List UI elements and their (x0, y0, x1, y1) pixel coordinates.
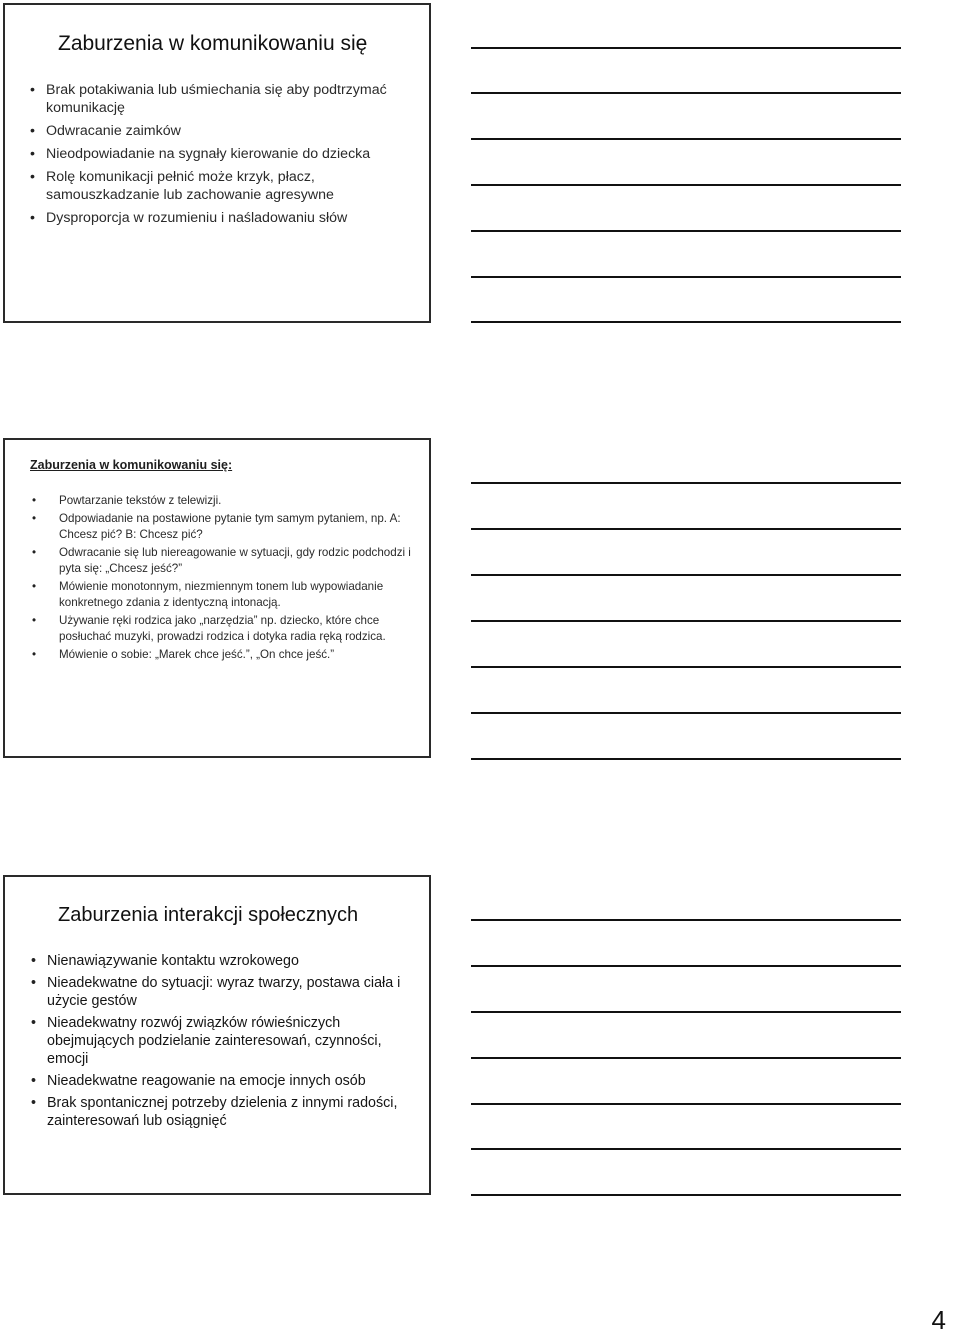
note-line (471, 1011, 901, 1013)
list-item: • Nieadekwatne reagowanie na emocje innych osób (47, 1072, 417, 1090)
note-line (471, 620, 901, 622)
note-line (471, 758, 901, 760)
list-item: • Brak spontanicznej potrzeby dzielenia z innymi radości, zainteresowań lub osiągnięć (47, 1094, 417, 1130)
note-line (471, 666, 901, 668)
note-line (471, 919, 901, 921)
slide-title: Zaburzenia interakcji społecznych (58, 904, 359, 926)
slide-3 (3, 875, 431, 1195)
note-line (471, 1057, 901, 1059)
list-item: • Dysproporcja w rozumieniu i naśladowaniu słów (46, 209, 416, 227)
note-line (471, 1148, 901, 1150)
note-line (471, 184, 901, 186)
slide-title: Zaburzenia w komunikowaniu się (58, 32, 368, 55)
list-item: • Nienawiązywanie kontaktu wzrokowego (47, 952, 417, 970)
list-item: • Odwracanie zaimków (46, 122, 416, 140)
note-line (471, 92, 901, 94)
slide-1 (3, 3, 431, 323)
bullet-list (47, 952, 417, 1134)
bullet-list (59, 493, 419, 664)
list-item: • Nieadekwatne do sytuacji: wyraz twarzy, postawa ciała i użycie gestów (47, 974, 417, 1010)
list-item: • Mówienie o sobie: „Marek chce jeść.”, „On chce jeść.” (59, 647, 419, 664)
note-line (471, 1103, 901, 1105)
note-line (471, 138, 901, 140)
list-item: • Używanie ręki rodzica jako „narzędzia” np. dziecko, które chce posłuchać muzyki, prowadzi rodzica i dotyka radia ręką rodzica. (59, 613, 419, 646)
list-item: • Nieadekwatny rozwój związków rówieśniczych obejmujących podzielanie zainteresowań, czynności, emocji (47, 1014, 417, 1068)
slide-2 (3, 438, 431, 758)
note-line (471, 482, 901, 484)
note-line (471, 47, 901, 49)
note-line (471, 528, 901, 530)
note-line (471, 1194, 901, 1196)
note-line (471, 965, 901, 967)
note-line (471, 574, 901, 576)
list-item: • Nieodpowiadanie na sygnały kierowanie do dziecka (46, 145, 416, 163)
note-line (471, 712, 901, 714)
list-item: • Odwracanie się lub niereagowanie w sytuacji, gdy rodzic podchodzi i pyta się: „Chcesz jeść?” (59, 545, 419, 578)
note-line (471, 230, 901, 232)
list-item: • Rolę komunikacji pełnić może krzyk, płacz, samouszkadzanie lub zachowanie agresywne (46, 168, 416, 204)
page-number: 4 (931, 1305, 946, 1335)
list-item: • Powtarzanie tekstów z telewizji. (59, 493, 419, 510)
bullet-list (46, 81, 416, 232)
note-line (471, 276, 901, 278)
list-item: • Mówienie monotonnym, niezmiennym tonem lub wypowiadanie konkretnego zdania z identyczną intonacją. (59, 579, 419, 612)
list-item: • Odpowiadanie na postawione pytanie tym samym pytaniem, np. A: Chcesz pić? B: Chcesz pić? (59, 511, 419, 544)
list-item: • Brak potakiwania lub uśmiechania się aby podtrzymać komunikację (46, 81, 416, 117)
note-line (471, 321, 901, 323)
slide-title: Zaburzenia w komunikowaniu się: (30, 458, 233, 472)
